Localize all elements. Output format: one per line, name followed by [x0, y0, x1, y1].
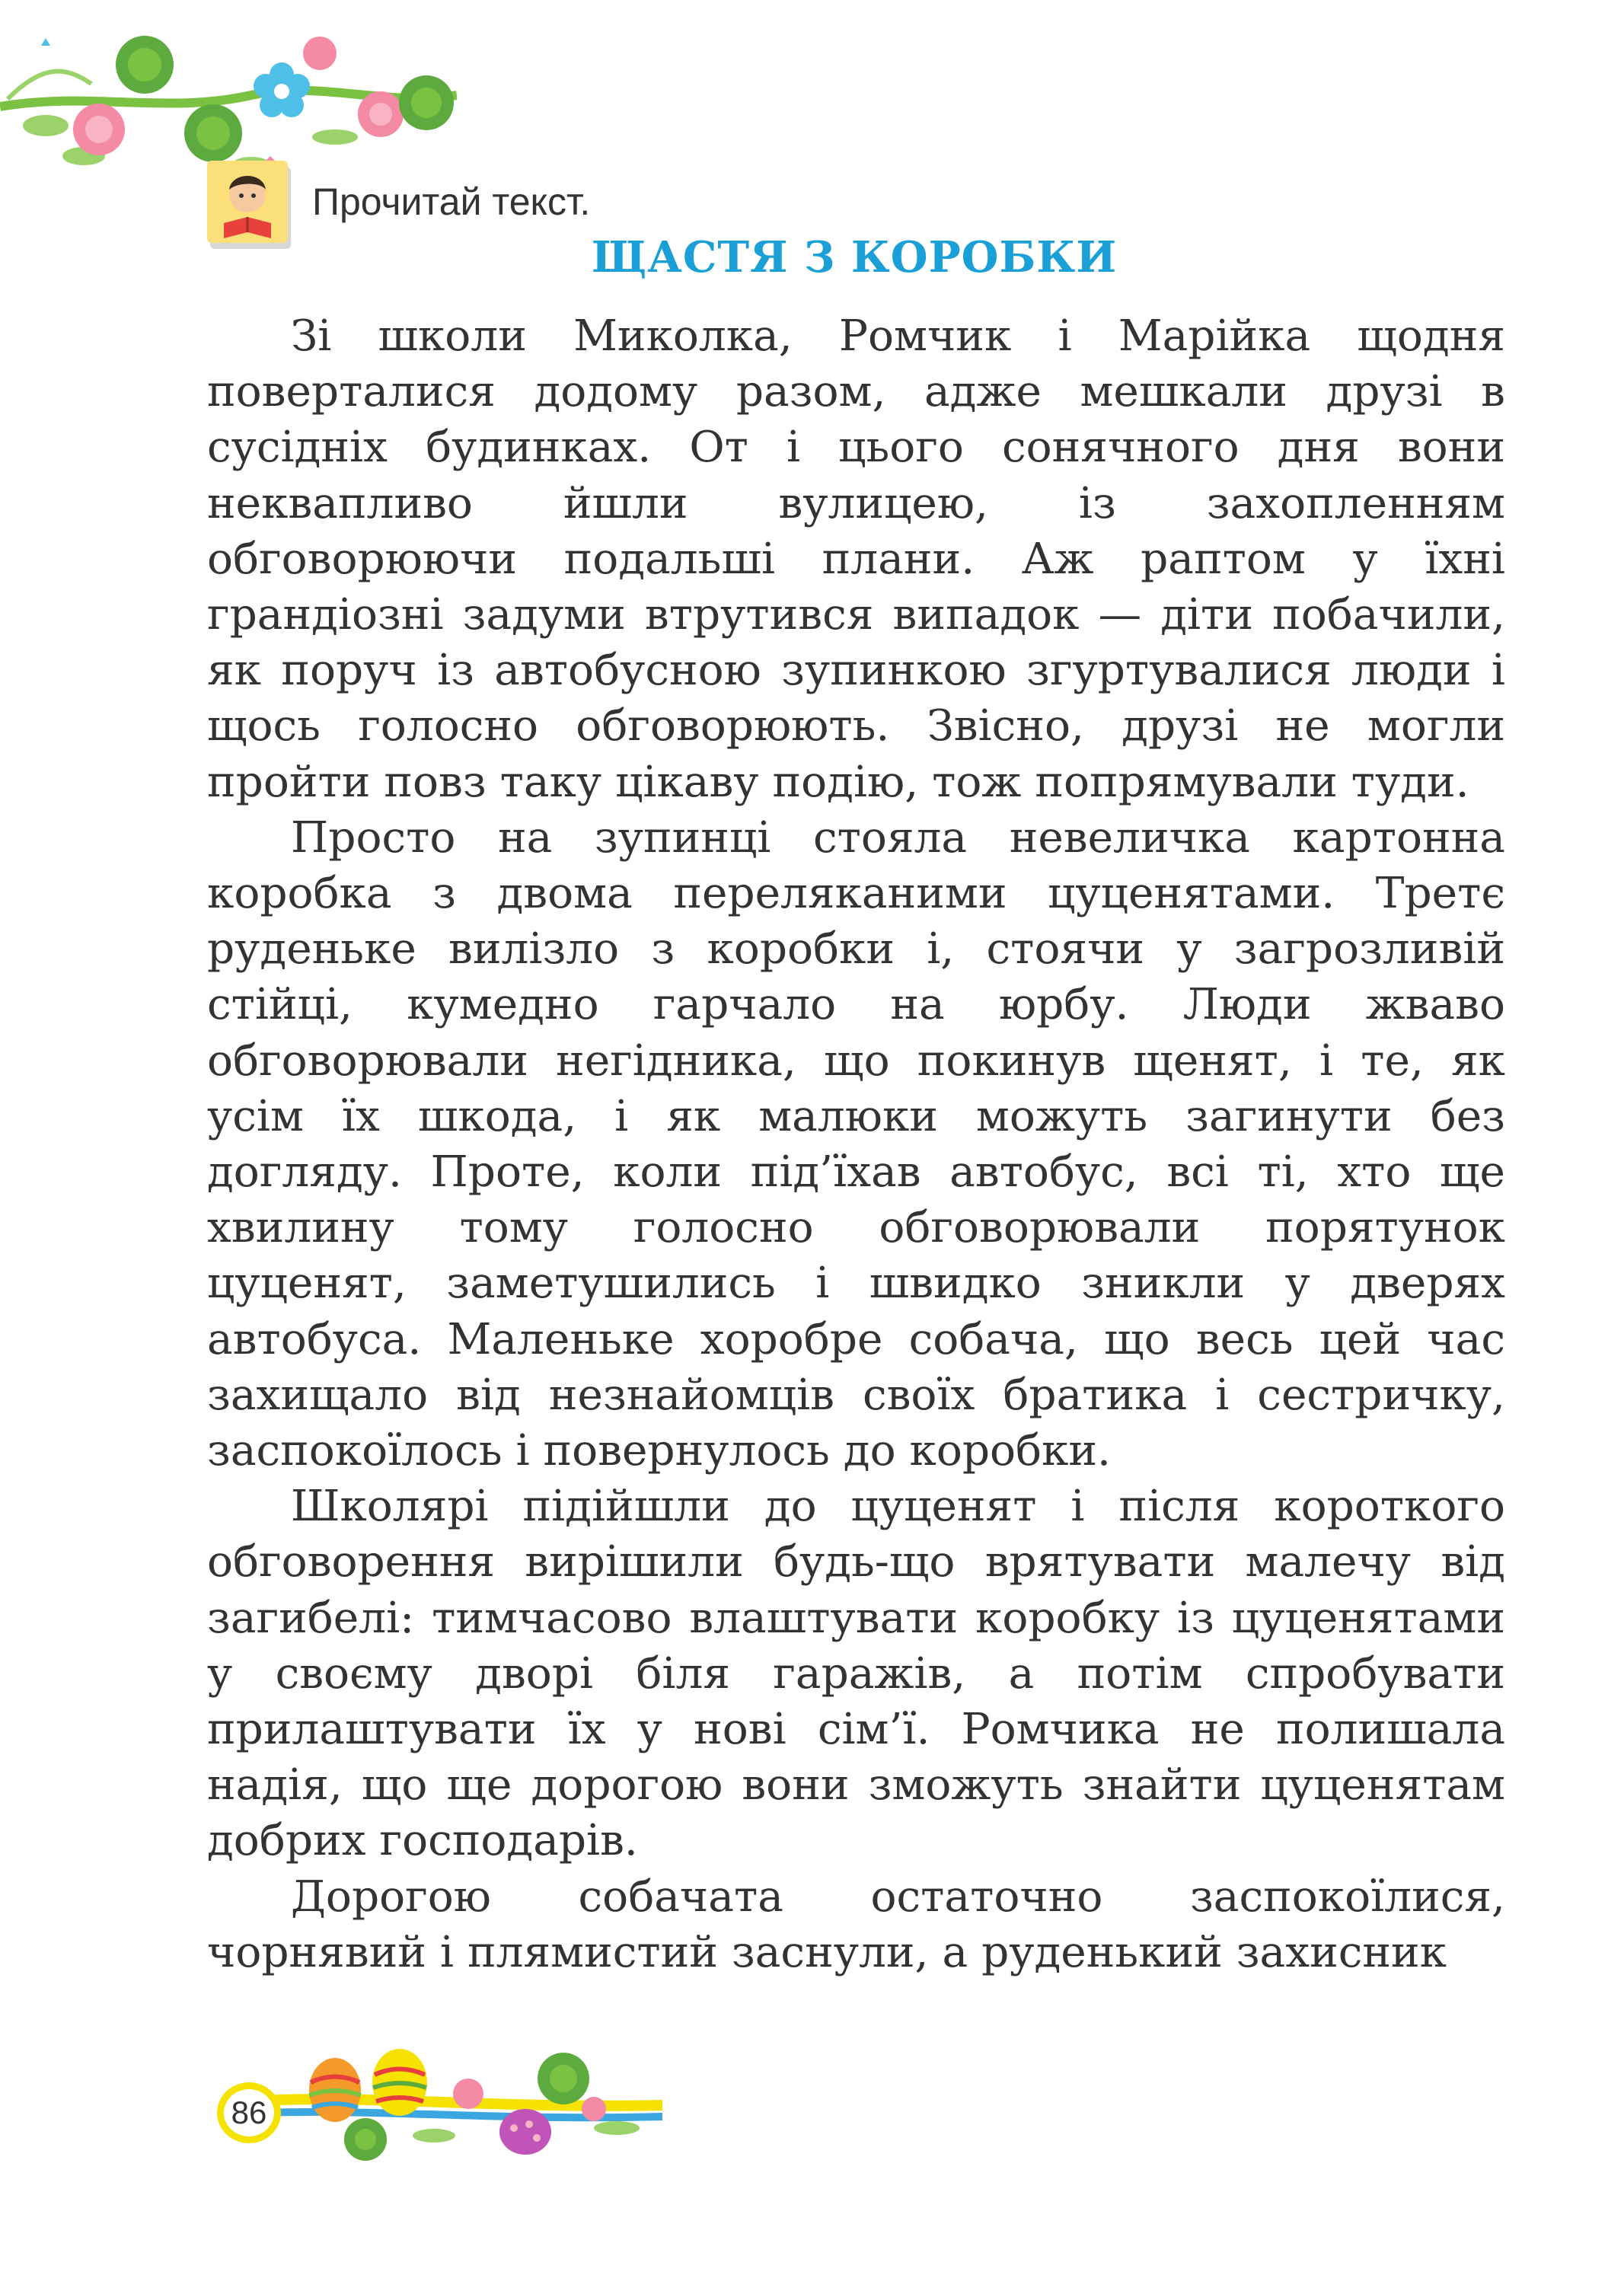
story-title: ЩАСТЯ З КОРОБКИ [591, 232, 1118, 282]
paragraph: Зі школи Миколка, Ромчик і Марійка щодня поверталися додому разом, адже мешкали друзі в сусідніх будинках. От і цього сонячного дня вони неквапливо йшли вулицею, із захопленням обговорюючи подальші плани. Аж раптом у їхні грандіозні задуми втрутився випадок — діти побачили, як поруч із автобусною зупинкою згуртувалися люди і щось голосно обговорюють. Звісно, друзі не могли пройти повз таку цікаву подію, тож попрямували туди. [207, 311, 1505, 807]
story-body [207, 308, 1505, 1980]
paragraph: Дорогою собачата остаточно заспокоїлися, чорнявий і плямистий заснули, а руденький захисник [207, 1871, 1505, 1977]
instruction-text: Прочитай текст. [312, 180, 591, 223]
floral-branch-decoration [0, 23, 457, 175]
paragraph: Школярі підійшли до цуценят і після короткого обговорення вирішили будь-що врятувати малечу від загибелі: тимчасово влаштувати коробку із цуценятами у своєму дворі біля гаражів, а потім спробувати прилаштувати їх у нові сім’ї. Ромчика не полишала надія, що ще дорогою вони зможуть знайти цуценятам добрих господарів. [207, 1482, 1505, 1866]
paragraph: Просто на зупинці стояла невеличка картонна коробка з двома переляканими цуценятами. Третє руденьке вилізло з коробки і, стоячи у загрозливій стійці, кумедно гарчало на юрбу. Люди жваво обговорювали негідника, що покинув щенят, і те, як усім їх шкода, і як малюки можуть загинути без догляду. Проте, коли під’їхав автобус, всі ті, хто ще хвилину тому голосно обговорювали порятунок цуценят, заметушились і швидко зникли у дверях автобуса. Маленьке хоробре собача, що весь цей час захищало від незнайомців своїх братика і сестричку, заспокоїлось і повернулось до коробки. [207, 812, 1505, 1476]
page-number: 86 [217, 2082, 281, 2143]
